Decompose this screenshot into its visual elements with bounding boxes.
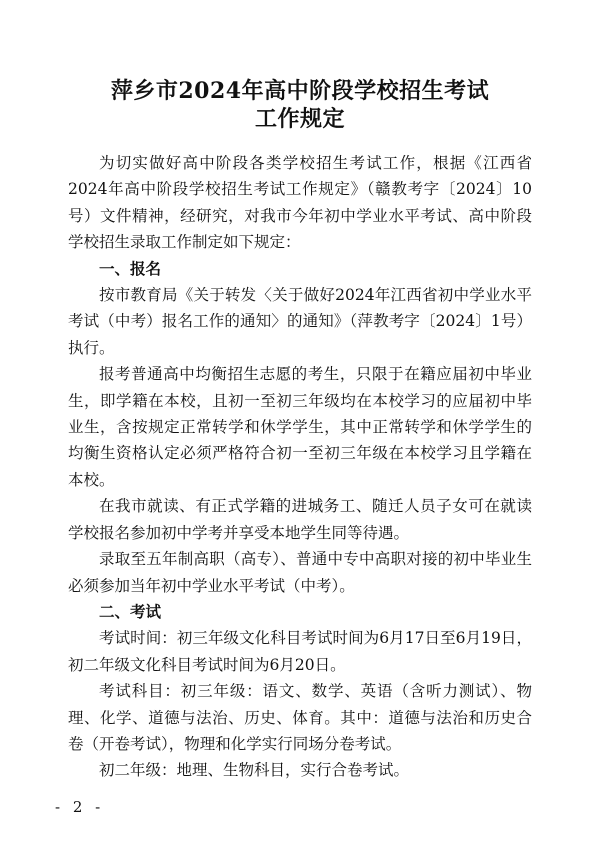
exam-paragraph-1: 考试时间：初三年级文化科目考试时间为6月17日至6月19日，初二年级文化科目考试时间为6月20日。 [68,629,532,674]
registration-paragraph-2: 报考普通高中均衡招生志愿的考生，只限于在籍应届初中毕业生，即学籍在本校，且初一至初三年级均在本校学习的应届初中毕业生，含按规定正常转学和休学学生，其中正常转学和休学学生的均衡生资格认定必须严格符合初一至初三年级在本校学习且学籍在本校。 [68,365,532,489]
document-title-line2: 工作规定 [254,106,345,132]
section-heading-exam: 二、考试 [99,602,162,621]
registration-paragraph-1: 按市教育局《关于转发〈关于做好2024年江西省初中学业水平考试（中考）报名工作的通知〉的通知》（萍教考字〔2024〕1号）执行。 [68,286,532,357]
registration-paragraph-4: 录取至五年制高职（高专）、普通中专中高职对接的初中毕业生必须参加当年初中学业水平考试（中考）。 [68,550,532,595]
page-number: - 2 - [55,798,105,816]
intro-paragraph: 为切实做好高中阶段各类学校招生考试工作，根据《江西省2024年高中阶段学校招生考试工作规定》（赣教考字〔2024〕10号）文件精神，经研究，对我市今年初中学业水平考试、高中阶段学校招生录取工作制定如下规定： [68,154,532,252]
registration-paragraph-3: 在我市就读、有正式学籍的进城务工、随迁人员子女可在就读学校报名参加初中学考并享受本地学生同等待遇。 [68,497,532,542]
document-body [68,150,532,784]
section-heading-registration: 一、报名 [99,259,162,278]
exam-paragraph-3: 初二年级：地理、生物科目，实行合卷考试。 [99,761,410,780]
exam-paragraph-2: 考试科目：初三年级：语文、数学、英语（含听力测试）、物理、化学、道德与法治、历史、体育。其中：道德与法治和历史合卷（开卷考试），物理和化学实行同场分卷考试。 [68,682,532,753]
document-title-line1: 萍乡市2024年高中阶段学校招生考试 [110,78,490,104]
